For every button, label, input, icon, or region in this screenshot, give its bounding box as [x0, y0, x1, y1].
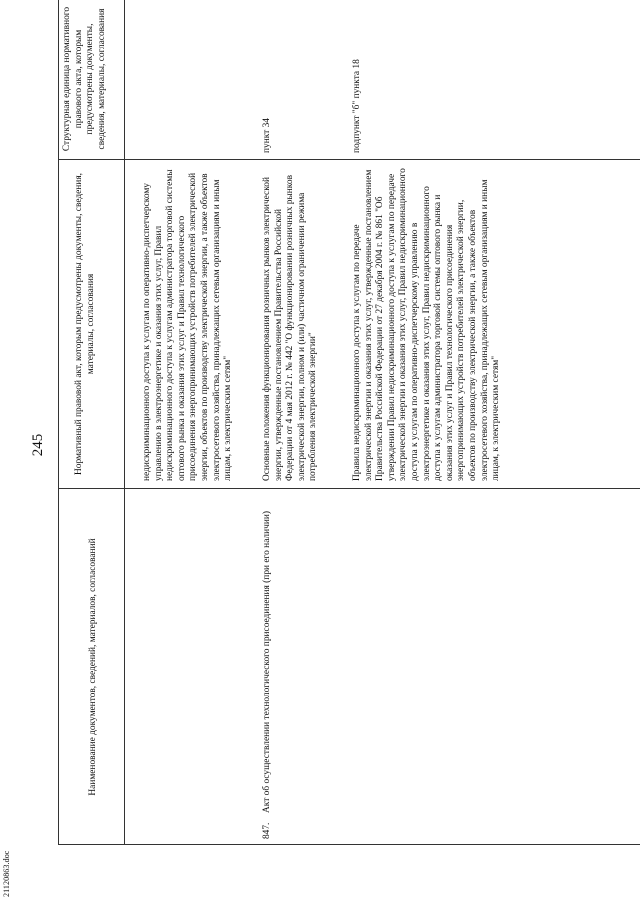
- table-left-border: [58, 844, 640, 845]
- header-structural-unit: [62, 5, 108, 153]
- document-filename: 21120863.doc: [2, 850, 11, 897]
- table-top-border: [58, 0, 59, 845]
- header-normative-act-text: Нормативный правовой акт, которым предусмотрены документы, сведения, материалы, согласования: [74, 173, 96, 475]
- header-bottom-border: [124, 0, 125, 845]
- row-document-name-text: Акт об осуществлении технологического присоединения (при его наличии): [262, 510, 272, 813]
- row-number: 847.: [262, 822, 272, 839]
- act-continuation: [142, 165, 235, 481]
- column-divider-1: [58, 488, 640, 489]
- page-number: 245: [30, 433, 46, 457]
- row-act-1: [262, 165, 320, 481]
- header-structural-unit-text: Структурная единица нормативного правового акта, которым предусмотрены документы, сведения, материалы, согласования: [62, 6, 107, 152]
- row-act-2-text: Правила недискриминационного доступа к услугам по передаче электрической энергии и оказания этих услуг, утвержденные постановлением Правительства Российской Федерации от 27 декабря 2004 г. № 861 "Об утверждении Правил недискриминационного доступа к услугам по передаче электрической энергии и оказания этих услуг, Правил недискриминационного доступа к услугам по оперативно-диспетчерскому управлению в электроэнергетике и оказания этих услуг, Правил недискриминационного доступа к услугам администратора торговой системы оптового рынка и оказания этих услуг и Правил технологического присоединения энергопринимающих устройств потребителей электрической энергии, объектов по производству электрической энергии, а также объектов электросетевого хозяйства, принадлежащих сетевым организациям и иным лицам, к электрическим сетям": [352, 168, 502, 481]
- row-act-1-text: Основные положения функционирования розничных рынков электрической энергии, утвержденные постановлением Правительства Российской Федерации от 4 мая 2012 г. № 442 "О функционировании розничных рынков электрической энергии, полном и (или) частичном ограничении режима потребления электрической энергии": [262, 174, 319, 481]
- row-document-name: [262, 495, 274, 813]
- header-normative-act: [74, 171, 97, 477]
- column-divider-2: [58, 159, 640, 160]
- header-document-name-text: Наименование документов, сведений, материалов, согласований: [88, 538, 98, 796]
- row-unit-2: [352, 5, 364, 153]
- row-act-2: [352, 165, 503, 481]
- row-unit-2-text: подпункт "б" пункта 18: [352, 59, 362, 153]
- row-unit-1-text: пункт 34: [262, 118, 272, 153]
- header-document-name: [88, 499, 100, 835]
- row-unit-1: [262, 5, 274, 153]
- act-continuation-text: недискриминационного доступа к услугам по оперативно-диспетчерскому управлению в электроэнергетике и оказания этих услуг, Правил недискриминационного доступа к услугам администратора торговой системы оптового рынка и оказания этих услуг и Правил технологического присоединения энергопринимающих устройств потребителей электрической энергии, объектов по производству электрической энергии, а также объектов электросетевого хозяйства, принадлежащих сетевым организациям и иным лицам, к электрическим сетям": [142, 169, 234, 481]
